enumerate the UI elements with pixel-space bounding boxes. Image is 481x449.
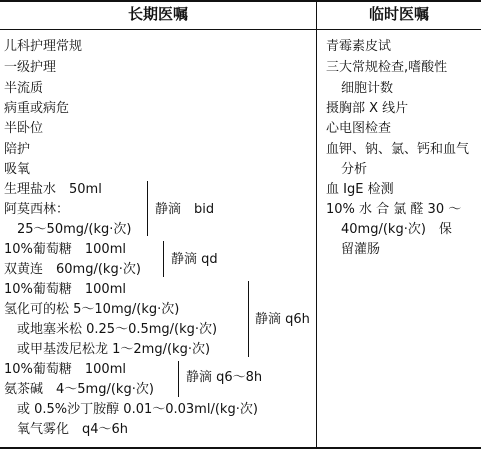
temporary-order: 10% 水 合 氯 醛 30 ～	[326, 202, 462, 217]
temporary-order: 摄胸部 X 线片	[326, 101, 409, 116]
infusion-line: 或甲基泼尼松龙 1～2mg/(kg·次)	[17, 342, 211, 357]
infusion-line: 氨茶碱 4～5mg/(kg·次)	[4, 382, 154, 397]
infusion-route: 静滴 q6h	[255, 312, 310, 327]
infusion-line: 氢化可的松 5～10mg/(kg·次)	[4, 302, 180, 317]
infusion-route: 静滴 q6～8h	[186, 370, 263, 385]
long-term-order: 病重或病危	[4, 101, 70, 116]
long-term-order: 陪护	[4, 142, 31, 157]
temporary-order: 40mg/(kg·次) 保	[341, 222, 452, 237]
column-divider	[316, 0, 317, 449]
infusion-route: 静滴 qd	[171, 252, 218, 267]
table-top-border	[0, 0, 481, 2]
group-bracket	[178, 361, 179, 397]
group-bracket	[147, 181, 148, 236]
temporary-order: 三大常规检查,嗜酸性	[326, 60, 448, 75]
nebulization-line: 氧气雾化 q4～6h	[17, 422, 129, 437]
temporary-order: 细胞计数	[341, 81, 394, 96]
infusion-line: 10%葡萄糖 100ml	[4, 362, 126, 377]
temporary-order: 分析	[341, 162, 368, 177]
long-term-order: 一级护理	[4, 60, 57, 75]
infusion-line: 生理盐水 50ml	[4, 182, 102, 197]
infusion-line: 或地塞米松 0.25～0.5mg/(kg·次)	[17, 322, 218, 337]
temporary-order: 血钾、钠、氯、钙和血气	[326, 142, 470, 157]
group-bracket	[248, 281, 249, 357]
infusion-line: 10%葡萄糖 100ml	[4, 242, 126, 257]
long-term-order: 儿科护理常规	[4, 39, 83, 54]
header-divider	[0, 29, 481, 30]
infusion-line: 双黄连 60mg/(kg·次)	[4, 262, 141, 277]
long-term-order: 半卧位	[4, 121, 44, 136]
temporary-order: 心电图检查	[326, 121, 392, 136]
long-term-orders-header: 长期医嘱	[127, 5, 188, 23]
long-term-order: 吸氧	[4, 162, 31, 177]
temporary-order: 青霉素皮试	[326, 39, 392, 54]
infusion-line: 阿莫西林：	[4, 202, 70, 217]
infusion-line: 10%葡萄糖 100ml	[4, 282, 126, 297]
temporary-order: 留灌肠	[341, 242, 381, 257]
infusion-route: 静滴 bid	[155, 202, 215, 217]
nebulization-line: 或 0.5%沙丁胺醇 0.01～0.03ml/(kg·次)	[17, 402, 258, 417]
long-term-order: 半流质	[4, 81, 44, 96]
infusion-line: 25～50mg/(kg·次)	[17, 222, 132, 237]
temporary-orders-header: 临时医嘱	[368, 5, 429, 23]
group-bracket	[163, 241, 164, 277]
temporary-order: 血 IgE 检测	[326, 182, 394, 197]
